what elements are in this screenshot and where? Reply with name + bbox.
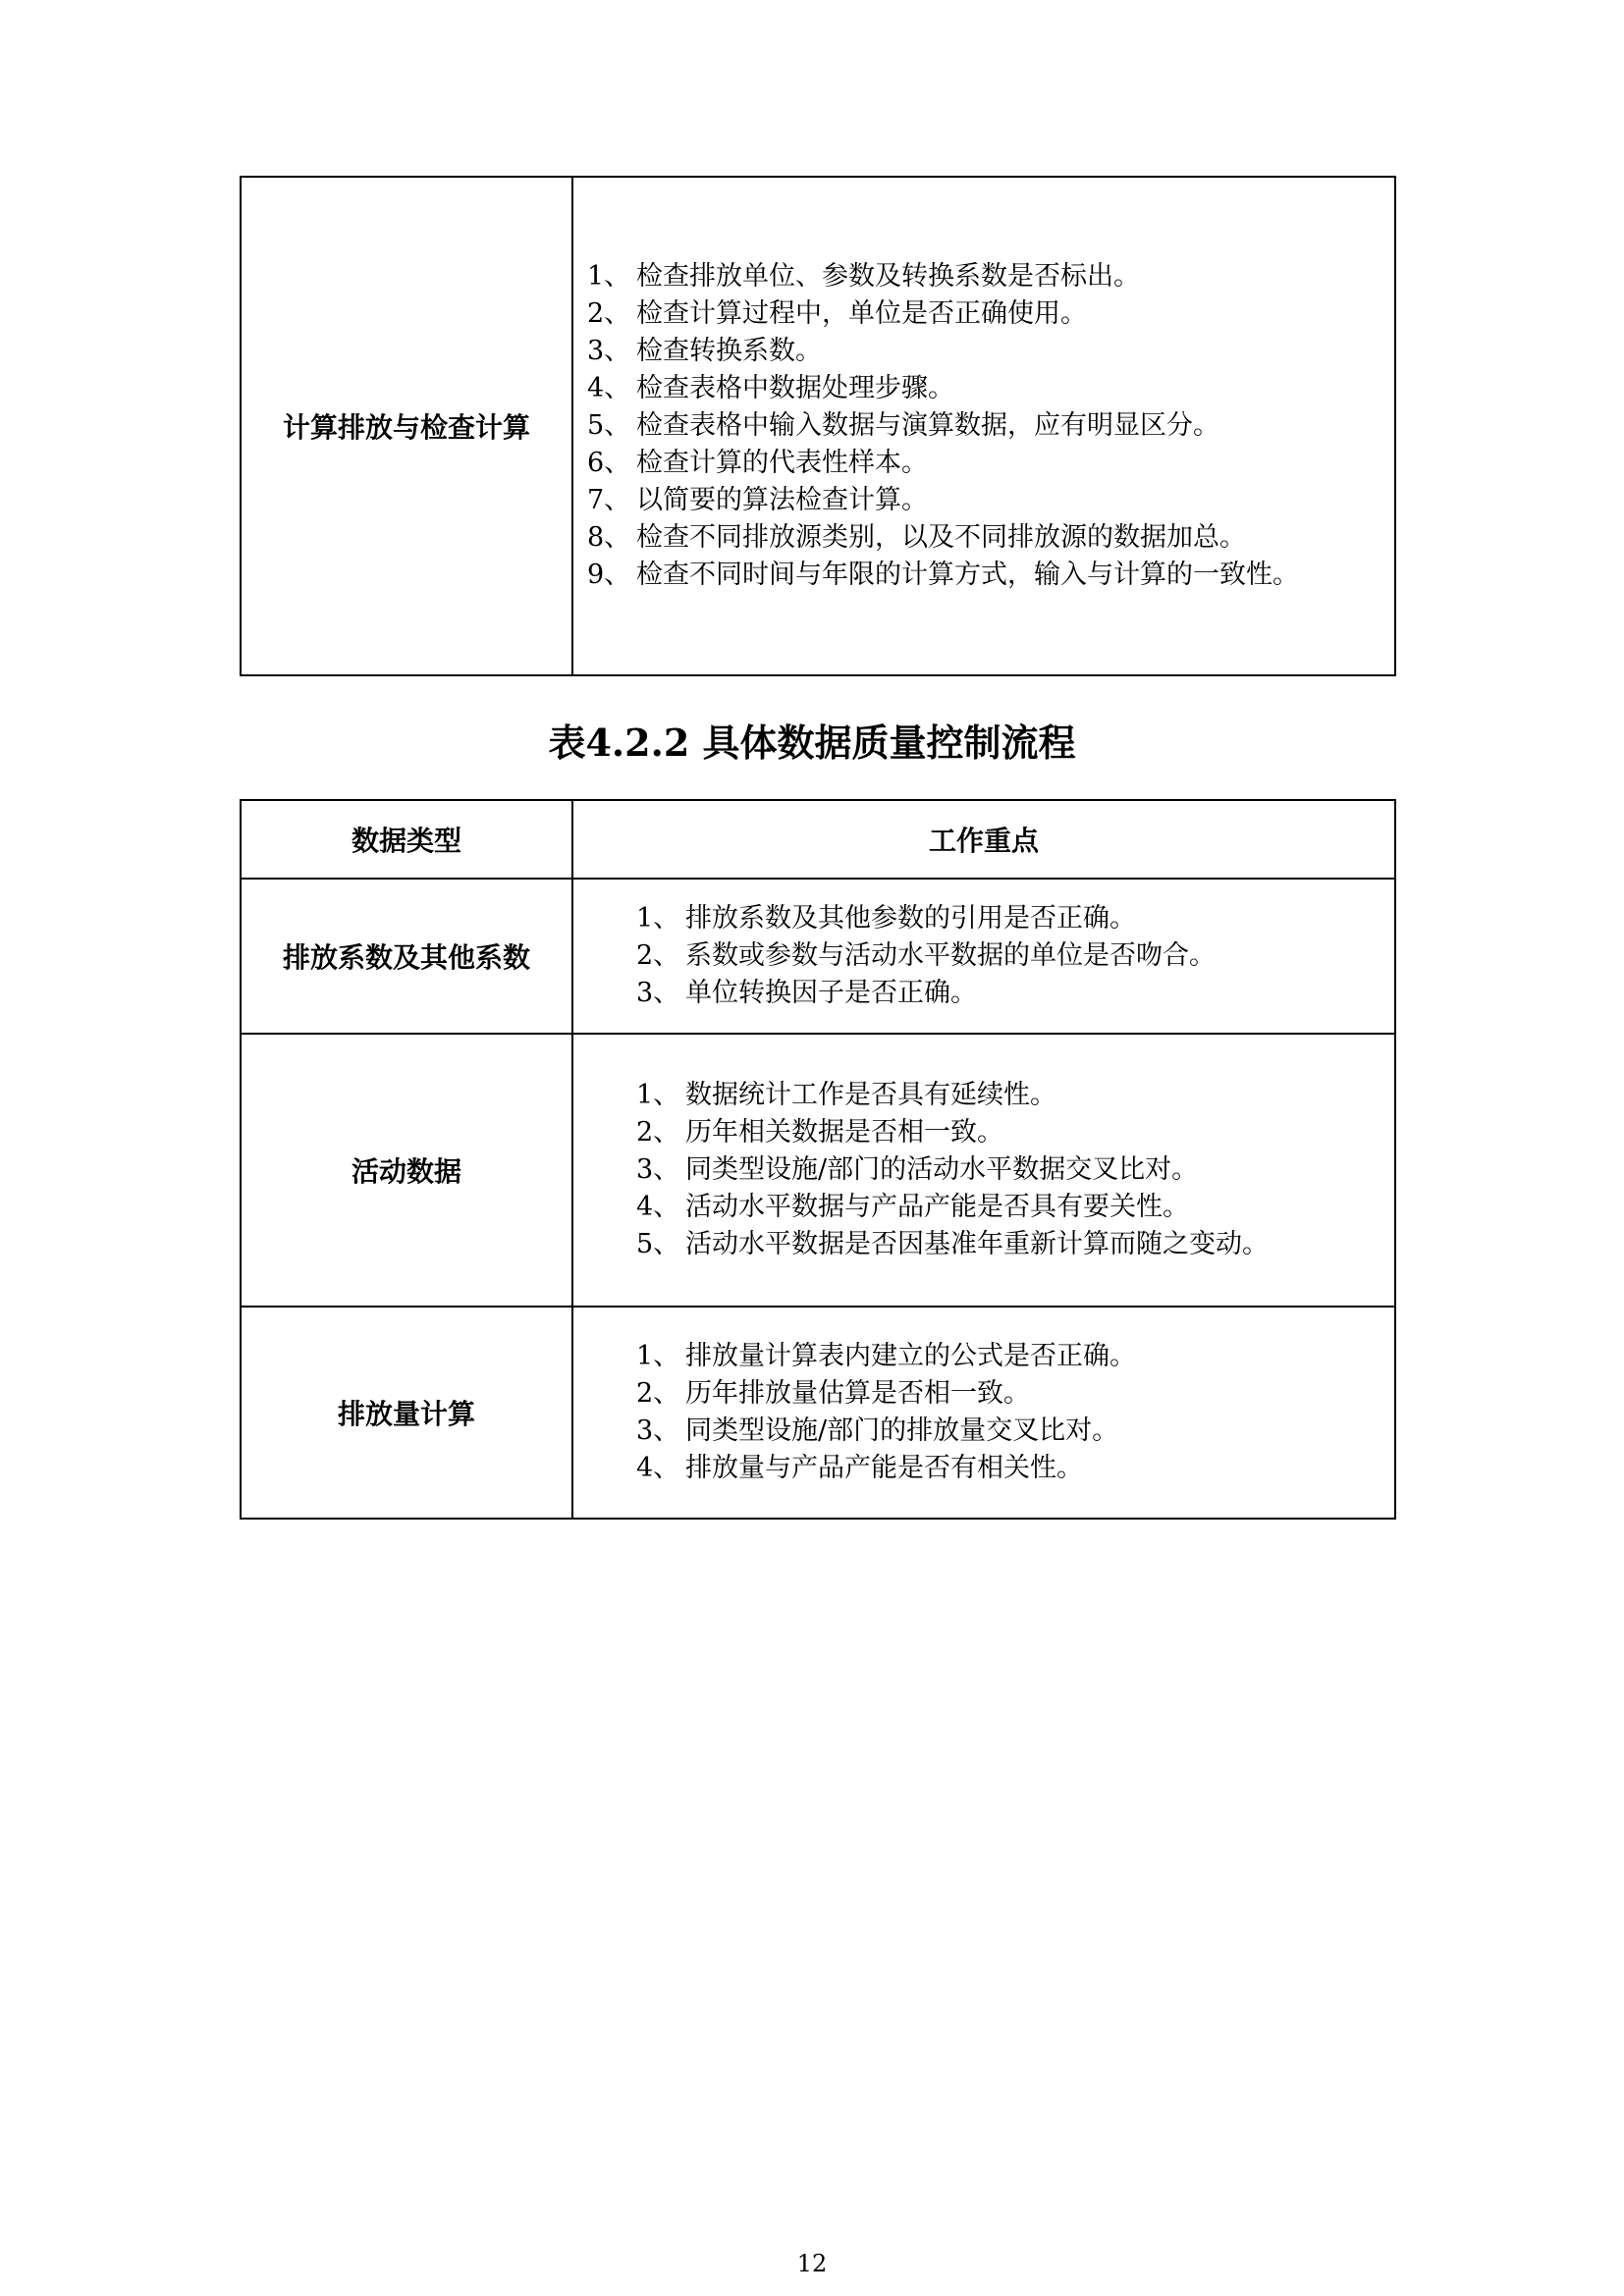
column-header-focus: 工作重点 xyxy=(572,800,1395,879)
list-item: 3、 同类型设施/部门的排放量交叉比对。 xyxy=(636,1415,1119,1446)
table-row xyxy=(241,879,1395,1034)
list-item: 2、 系数或参数与活动水平数据的单位是否吻合。 xyxy=(636,940,1216,971)
column-header-data-type: 数据类型 xyxy=(241,800,572,879)
list-item: 5、 活动水平数据是否因基准年重新计算而随之变动。 xyxy=(636,1229,1269,1259)
list-item: 2、 历年相关数据是否相一致。 xyxy=(636,1117,1003,1148)
list-item: 3、 单位转换因子是否正确。 xyxy=(636,978,977,1008)
row-content xyxy=(572,879,1395,1034)
row-label: 活动数据 xyxy=(241,1034,572,1307)
page-number: 12 xyxy=(796,2250,828,2277)
list-item: 4、 检查表格中数据处理步骤。 xyxy=(587,373,954,403)
focus-list xyxy=(636,1338,1394,1487)
list-item: 3、 检查转换系数。 xyxy=(587,336,822,366)
list-item: 1、 检查排放单位、参数及转换系数是否标出。 xyxy=(587,261,1140,292)
list-item: 3、 同类型设施/部门的活动水平数据交叉比对。 xyxy=(636,1154,1199,1185)
list-item: 2、 历年排放量估算是否相一致。 xyxy=(636,1378,1030,1409)
row-label: 排放系数及其他系数 xyxy=(241,879,572,1034)
list-item: 1、 数据统计工作是否具有延续性。 xyxy=(636,1080,1056,1110)
list-item: 7、 以简要的算法检查计算。 xyxy=(587,485,928,515)
list-item: 8、 检查不同排放源类别，以及不同排放源的数据加总。 xyxy=(587,522,1246,553)
check-list xyxy=(587,258,1394,594)
list-item: 1、 排放系数及其他参数的引用是否正确。 xyxy=(636,903,1136,934)
qc-check-table xyxy=(240,176,1396,676)
table-caption: 表4.2.2 具体数据质量控制流程 xyxy=(548,721,1076,765)
row-content xyxy=(572,1307,1395,1519)
list-item: 4、 活动水平数据与产品产能是否具有要关性。 xyxy=(636,1192,1189,1222)
row-content xyxy=(572,1034,1395,1307)
table-header-row xyxy=(241,800,1395,879)
list-item: 1、 排放量计算表内建立的公式是否正确。 xyxy=(636,1341,1136,1371)
focus-list xyxy=(636,900,1394,1012)
list-item: 2、 检查计算过程中，单位是否正确使用。 xyxy=(587,298,1087,329)
row-label: 排放量计算 xyxy=(241,1307,572,1519)
data-quality-table xyxy=(240,799,1396,1520)
row-content xyxy=(572,177,1395,675)
list-item: 5、 检查表格中输入数据与演算数据，应有明显区分。 xyxy=(587,410,1219,441)
list-item: 6、 检查计算的代表性样本。 xyxy=(587,448,928,478)
row-label: 计算排放与检查计算 xyxy=(241,177,572,675)
table-row xyxy=(241,1034,1395,1307)
list-item: 9、 检查不同时间与年限的计算方式，输入与计算的一致性。 xyxy=(587,560,1299,590)
table-row xyxy=(241,1307,1395,1519)
focus-list xyxy=(636,1077,1394,1263)
table-row xyxy=(241,177,1395,675)
list-item: 4、 排放量与产品产能是否有相关性。 xyxy=(636,1453,1083,1483)
